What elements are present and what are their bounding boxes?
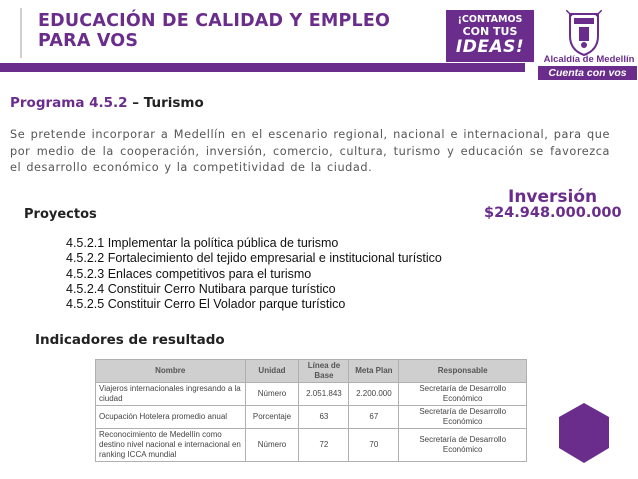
project-item: 4.5.2.3 Enlaces competitivos para el turismo xyxy=(66,266,312,281)
program-description: Se pretende incorporar a Medellín en el escenario regional, nacional e internacional, para que por medio de la cooperación, inversión, comercio, cultura, turismo y educación se favorezca el desarrollo económico y la competitividad de la ciudad. xyxy=(10,128,610,174)
coat-of-arms-icon xyxy=(566,10,602,56)
project-item: 4.5.2.1 Implementar la política pública de turismo xyxy=(66,236,339,250)
cell-responsable: Secretaría de Desarrollo Económico xyxy=(399,429,527,462)
cell-nombre: Viajeros internacionales ingresando a la ciudad xyxy=(96,383,246,406)
badge-line1: ¡CONTAMOS xyxy=(457,14,523,25)
header-vertical-rule xyxy=(20,8,22,58)
cell-linea-base: 72 xyxy=(299,429,349,462)
cell-meta-plan: 2.200.000 xyxy=(349,383,399,406)
cell-nombre: Ocupación Hotelera promedio anual xyxy=(96,406,246,429)
indicators-heading: Indicadores de resultado xyxy=(35,332,225,348)
column-header-linea-base: Línea de Base xyxy=(299,360,349,383)
column-header-meta-plan: Meta Plan xyxy=(349,360,399,383)
page-title-line2: PARA VOS xyxy=(38,31,139,51)
cell-responsable: Secretaría de Desarrollo Económico xyxy=(399,406,527,429)
table-row xyxy=(96,406,527,429)
cell-meta-plan: 67 xyxy=(349,406,399,429)
contamos-ideas-badge xyxy=(446,10,534,62)
indicators-table xyxy=(95,359,527,462)
alcaldia-logo-text: Alcaldía de Medellín xyxy=(543,54,635,65)
cell-nombre: Reconocimiento de Medellín como destino nivel nacional e internacional en ranking ICCA mundial xyxy=(96,429,246,462)
cell-unidad: Número xyxy=(245,383,299,406)
column-header-nombre: Nombre xyxy=(96,360,246,383)
table-row xyxy=(96,383,527,406)
cell-responsable: Secretaría de Desarrollo Económico xyxy=(399,383,527,406)
column-header-responsable: Responsable xyxy=(399,360,527,383)
cell-meta-plan: 70 xyxy=(349,429,399,462)
hexagon-decoration-icon xyxy=(558,402,610,464)
project-item: 4.5.2.2 Fortalecimiento del tejido empresarial e institucional turístico xyxy=(66,251,442,266)
program-heading xyxy=(10,95,204,111)
investment-amount: $24.948.000.000 xyxy=(484,205,622,221)
page-title-line1: EDUCACIÓN DE CALIDAD Y EMPLEO xyxy=(38,11,391,31)
program-number: Programa 4.5.2 xyxy=(10,95,128,111)
page-title xyxy=(38,11,438,51)
investment-label: Inversión xyxy=(508,187,598,207)
project-item: 4.5.2.5 Constituir Cerro El Volador parque turístico xyxy=(66,297,346,312)
badge-line3: IDEAS! xyxy=(455,37,525,57)
cell-unidad: Porcentaje xyxy=(245,406,299,429)
header-purple-bar xyxy=(0,63,525,72)
badge-line2: CON TUS xyxy=(462,25,518,38)
cell-linea-base: 63 xyxy=(299,406,349,429)
cell-linea-base: 2.051.843 xyxy=(299,383,349,406)
cell-unidad: Número xyxy=(245,429,299,462)
column-header-unidad: Unidad xyxy=(245,360,299,383)
program-name: – Turismo xyxy=(127,95,204,111)
cuenta-con-vos-banner: Cuenta con vos xyxy=(538,66,637,80)
projects-list xyxy=(66,236,442,312)
project-item: 4.5.2.4 Constituir Cerro Nutibara parque turístico xyxy=(66,281,336,296)
table-row xyxy=(96,429,527,462)
table-header-row xyxy=(96,360,527,383)
projects-heading: Proyectos xyxy=(24,207,97,222)
